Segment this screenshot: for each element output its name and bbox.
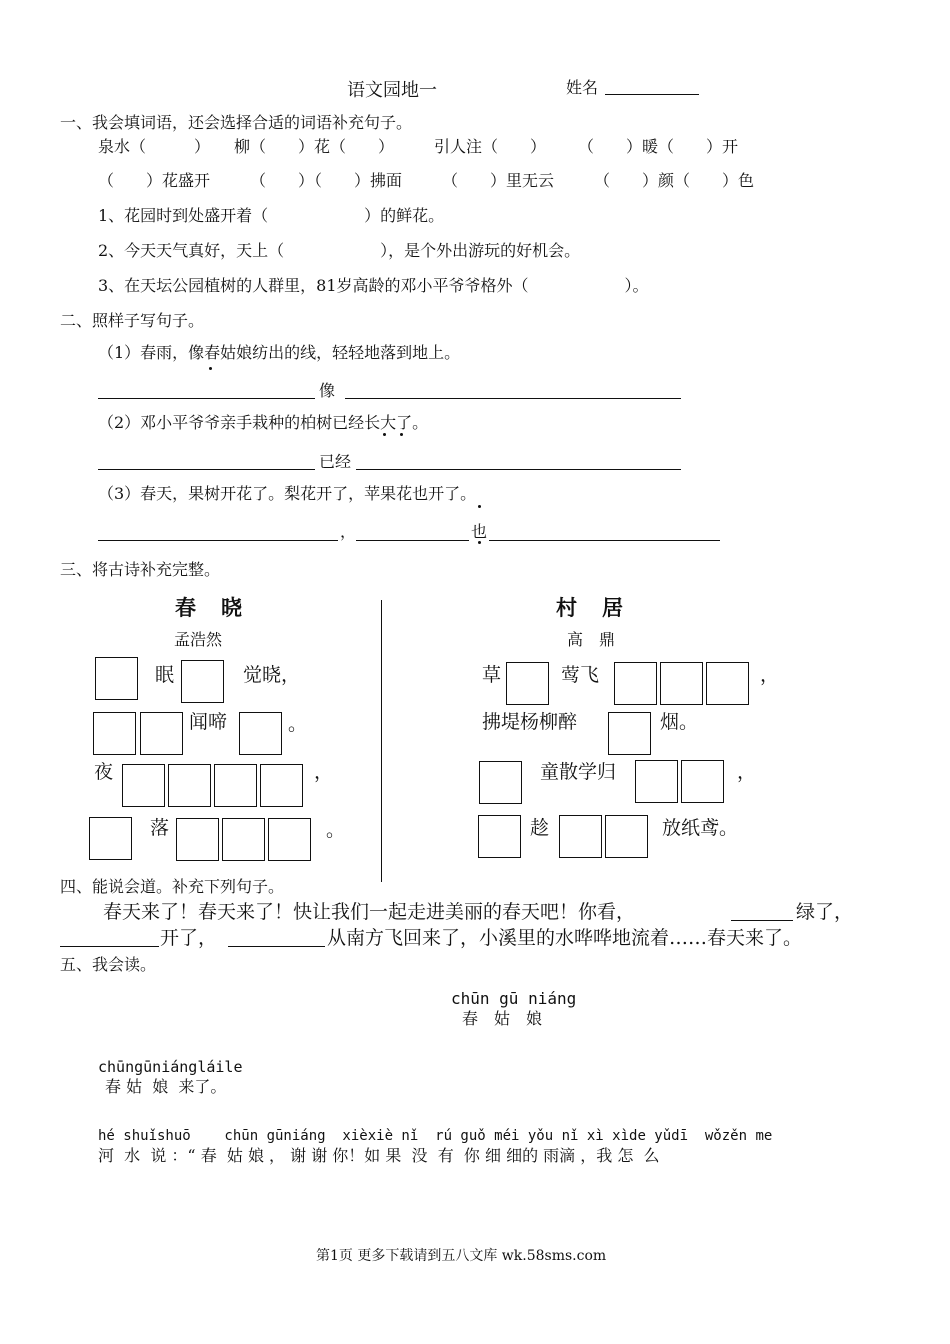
example-2: （2）邓小平爷爷亲手栽种的柏树已经长大了。 — [98, 413, 429, 432]
poem-blank-box[interactable] — [95, 657, 138, 700]
answer-blank[interactable] — [60, 946, 159, 947]
poem-blank-box[interactable] — [559, 815, 602, 858]
paragraph-fill-1: 绿了， — [796, 901, 854, 923]
poem-blank-box[interactable] — [181, 660, 224, 703]
divider — [381, 600, 382, 882]
sentence-1[interactable]: 1、花园时到处盛开着（ ）的鲜花。 — [98, 206, 445, 225]
poem-2-author: 高 鼎 — [567, 630, 616, 649]
poem-2-char: ， — [737, 761, 757, 783]
line-1-text: 春 姑 娘 来了。 — [105, 1077, 227, 1096]
section-2-heading: 二、照样子写句子。 — [60, 311, 205, 330]
story-title: 春 姑 娘 — [462, 1009, 543, 1028]
poem-1-char: 夜 — [94, 761, 114, 783]
poem-2-char: 烟。 — [660, 711, 699, 733]
poem-blank-box[interactable] — [168, 764, 211, 807]
poem-blank-box[interactable] — [214, 764, 257, 807]
poem-2-char: 童散学归 — [540, 761, 617, 783]
poem-blank-box[interactable] — [608, 712, 651, 755]
poem-2-char: 莺飞 — [561, 664, 600, 686]
poem-1-title: 春 晓 — [175, 595, 244, 620]
paragraph-line-2: 从南方飞回来了，小溪里的水哗哗地流着……春天来了。 — [327, 927, 803, 949]
poem-blank-box[interactable] — [93, 712, 136, 755]
poem-blank-box[interactable] — [239, 712, 282, 755]
poem-1-author: 孟浩然 — [174, 630, 223, 649]
poem-blank-box[interactable] — [635, 760, 678, 803]
poem-blank-box[interactable] — [614, 662, 657, 705]
section-3-heading: 三、将古诗补充完整。 — [60, 560, 221, 579]
section-1-heading: 一、我会填词语，还会选择合适的词语补充句子。 — [60, 113, 413, 132]
poem-1-char: 眠 — [155, 664, 175, 686]
emphasis-dot — [400, 433, 403, 436]
poem-2-char: 放纸鸢。 — [662, 817, 739, 839]
name-blank[interactable] — [605, 94, 699, 95]
emphasis-dot — [209, 367, 212, 370]
emphasis-dot — [383, 433, 386, 436]
answer-blank[interactable] — [489, 540, 720, 541]
story-title-pinyin: chūn gū niáng — [451, 989, 577, 1008]
poem-blank-box[interactable] — [478, 815, 521, 858]
answer-blank[interactable] — [731, 920, 793, 921]
section-5-heading: 五、我会读。 — [60, 955, 157, 974]
emphasis-dot — [478, 505, 481, 508]
poem-blank-box[interactable] — [479, 761, 522, 804]
poem-2-char: 草 — [482, 664, 502, 686]
poem-1-char: 。 — [326, 819, 346, 841]
name-label: 姓名 — [566, 78, 599, 97]
answer-blank[interactable] — [98, 540, 338, 541]
line-1-pinyin: chūngūniángláile — [98, 1058, 243, 1076]
poem-blank-box[interactable] — [176, 818, 219, 861]
answer-blank[interactable] — [356, 540, 469, 541]
poem-blank-box[interactable] — [122, 764, 165, 807]
poem-blank-box[interactable] — [260, 764, 303, 807]
poem-2-char: 拂堤杨柳醉 — [482, 711, 578, 733]
poem-2-title: 村 居 — [556, 595, 625, 620]
answer-blank[interactable] — [98, 469, 315, 470]
poem-1-char: 。 — [288, 713, 308, 735]
word-row-1[interactable]: 泉水（ ） 柳（ ）花（ ） 引人注（ ） （ ）暖（ ）开 — [98, 137, 739, 156]
poem-blank-box[interactable] — [681, 760, 724, 803]
line-2-pinyin: hé shuǐshuō chūn gūniáng xièxiè nǐ rú guǒ méi yǒu nǐ xì xìde yǔdī wǒzěn me — [98, 1128, 773, 1144]
line-2-text: 河 水 说 ：“ 春 姑 娘 ， 谢 谢 你！如 果 没 有 你 细 细的 雨滴 ，我 怎 么 — [98, 1146, 660, 1165]
poem-blank-box[interactable] — [660, 662, 703, 705]
answer-blank[interactable] — [356, 469, 681, 470]
sentence-2[interactable]: 2、今天天气真好，天上（ ），是个外出游玩的好机会。 — [98, 241, 581, 260]
sentence-3[interactable]: 3、在天坛公园植树的人群里，81岁高龄的邓小平爷爷格外（ ）。 — [98, 276, 649, 295]
example-1: （1）春雨，像春姑娘纺出的线，轻轻地落到地上。 — [98, 343, 461, 362]
poem-2-char: ， — [760, 664, 780, 686]
poem-blank-box[interactable] — [706, 662, 749, 705]
poem-blank-box[interactable] — [140, 712, 183, 755]
poem-1-char: ， — [314, 761, 334, 783]
pattern-word-2: 已经 — [319, 452, 352, 471]
poem-1-char: 闻啼 — [189, 711, 228, 733]
poem-blank-box[interactable] — [605, 815, 648, 858]
poem-blank-box[interactable] — [506, 662, 549, 705]
section-4-heading: 四、能说会道。补充下列句子。 — [60, 877, 285, 896]
answer-blank[interactable] — [228, 946, 325, 947]
poem-1-char: 觉晓， — [243, 664, 301, 686]
poem-blank-box[interactable] — [89, 817, 132, 860]
poem-1-char: 落 — [150, 817, 170, 839]
paragraph-fill-2: 开了， — [160, 927, 218, 949]
word-row-2[interactable]: （ ）花盛开 （ ）（ ）拂面 （ ）里无云 （ ）颜（ ）色 — [98, 171, 755, 190]
footer: 第1页 更多下载请到五八文库 wk.58sms.com — [316, 1248, 607, 1264]
pattern-word-3: 也 — [471, 522, 488, 541]
poem-blank-box[interactable] — [268, 818, 311, 861]
page-title: 语文园地一 — [347, 80, 437, 101]
answer-blank[interactable] — [98, 398, 315, 399]
poem-2-char: 趁 — [530, 817, 550, 839]
emphasis-dot — [478, 541, 481, 544]
example-3: （3）春天，果树开花了。梨花开了，苹果花也开了。 — [98, 484, 477, 503]
comma: ， — [340, 522, 357, 541]
answer-blank[interactable] — [345, 398, 681, 399]
pattern-word-1: 像 — [319, 381, 336, 400]
paragraph-line-1: 春天来了！春天来了！快让我们一起走进美丽的春天吧！你看， — [103, 901, 636, 923]
poem-blank-box[interactable] — [222, 818, 265, 861]
